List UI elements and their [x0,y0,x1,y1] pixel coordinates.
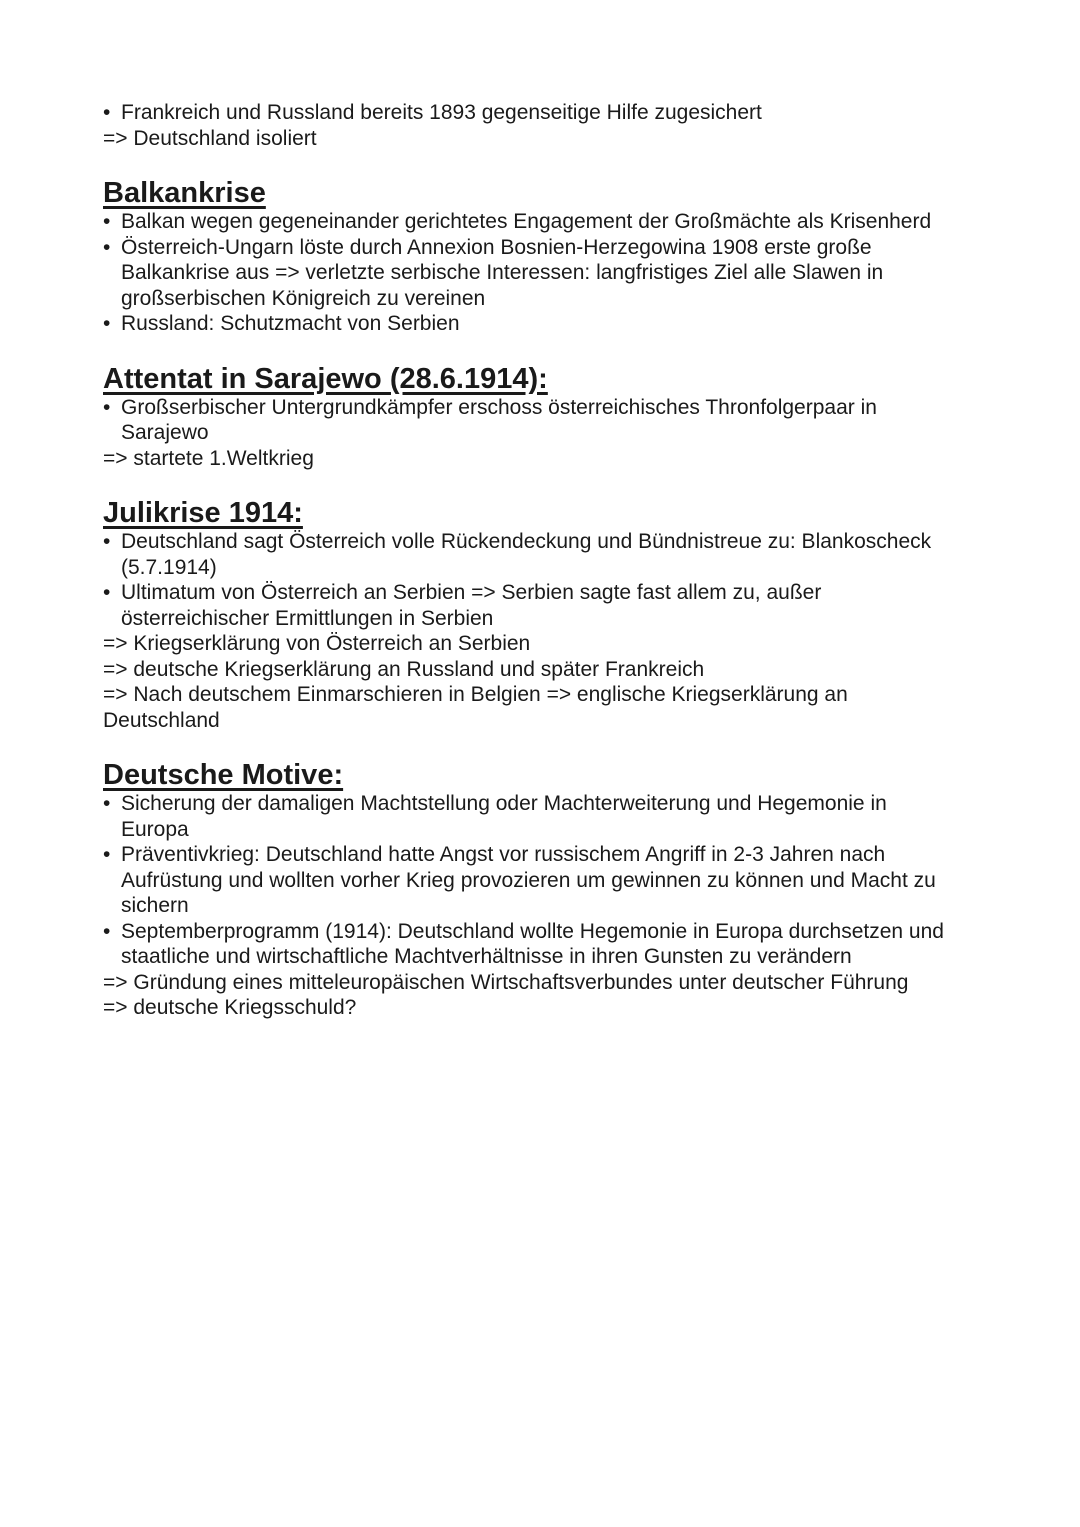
motive-section [103,759,993,1021]
attentat-section [103,363,993,472]
bullet-item: • Ultimatum von Österreich an Serbien => Serbien sagte fast allem zu, außer [103,580,993,606]
bullet-item: • Großserbischer Untergrundkämpfer erschoss österreichisches Thronfolgerpaar in [103,395,993,421]
bullet-continuation: österreichischer Ermittlungen in Serbien [121,606,494,630]
bullet-continuation: Aufrüstung und wollten vorher Krieg provozieren um gewinnen zu können und Macht zu [121,868,936,892]
result-line: => deutsche Kriegsschuld? [103,996,357,1019]
bullet-item: • Balkan wegen gegeneinander gerichtetes Engagement der Großmächte als Krisenherd [103,209,993,235]
result-line: => deutsche Kriegserklärung an Russland und später Frankreich [103,657,705,681]
section-heading-motive: Deutsche Motive: [103,759,344,791]
section-heading-balkankrise: Balkankrise [103,177,266,209]
balkan-section [103,177,993,337]
result-line: Deutschland [103,708,220,732]
bullet-continuation: Europa [121,817,189,841]
result-line: => Kriegserklärung von Österreich an Serbien [103,632,531,655]
section-heading-julikrise: Julikrise 1914: [103,497,303,529]
bullet-continuation: staatliche und wirtschaftliche Machtverhältnisse in ihren Gunsten zu verändern [121,945,852,968]
bullet-item: • Russland: Schutzmacht von Serbien [103,311,993,337]
bullet-continuation: sichern [121,894,189,917]
bullet-item: • Präventivkrieg: Deutschland hatte Angst vor russischem Angriff in 2-3 Jahren nach [103,842,993,868]
result-line: => Deutschland isoliert [103,126,317,150]
result-line: => startete 1.Weltkrieg [103,446,314,470]
result-line: => Nach deutschem Einmarschieren in Belgien => englische Kriegserklärung an [103,683,848,706]
bullet-continuation: Sarajewo [121,421,209,444]
bullet-item: • Sicherung der damaligen Machtstellung oder Machterweiterung und Hegemonie in [103,791,993,817]
julikrise-section [103,497,993,733]
document-page [103,100,993,1021]
intro-section [103,100,993,151]
bullet-item: • Österreich-Ungarn löste durch Annexion Bosnien-Herzegowina 1908 erste große [103,235,993,261]
bullet-continuation: großserbischen Königreich zu vereinen [121,286,486,310]
bullet-item: • Frankreich und Russland bereits 1893 gegenseitige Hilfe zugesichert [103,100,993,126]
section-heading-attentat: Attentat in Sarajewo (28.6.1914): [103,362,548,395]
bullet-continuation: Balkankrise aus => verletzte serbische Interessen: langfristiges Ziel alle Slawen in [121,261,884,284]
result-line: => Gründung eines mitteleuropäischen Wirtschaftsverbundes unter deutscher Führung [103,970,909,994]
bullet-item: • Deutschland sagt Österreich volle Rückendeckung und Bündnistreue zu: Blankoscheck [103,529,993,555]
bullet-item: • Septemberprogramm (1914): Deutschland wollte Hegemonie in Europa durchsetzen und [103,919,993,945]
bullet-continuation: (5.7.1914) [121,555,217,579]
